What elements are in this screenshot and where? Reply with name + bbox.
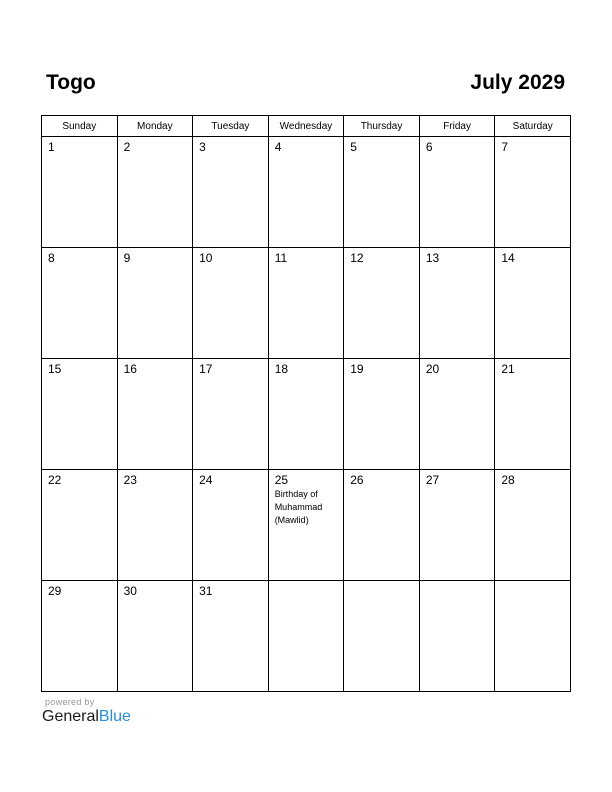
- day-cell: [117, 137, 193, 248]
- calendar-grid: [41, 115, 571, 692]
- day-cell: [419, 359, 495, 470]
- day-cell: [42, 581, 118, 692]
- country-title: Togo: [46, 71, 96, 94]
- day-number: [269, 581, 344, 585]
- day-number: 24: [199, 473, 213, 487]
- day-number: 12: [350, 251, 364, 265]
- day-cell: [268, 359, 344, 470]
- day-number: 14: [501, 251, 515, 265]
- day-cell: [268, 248, 344, 359]
- brand-logo: [42, 708, 131, 726]
- day-cell: [495, 137, 571, 248]
- powered-by-label: powered by: [45, 697, 95, 707]
- day-cell: [193, 470, 269, 581]
- day-cell: [193, 248, 269, 359]
- weekday-header: Saturday: [495, 116, 571, 137]
- weekday-header: Friday: [419, 116, 495, 137]
- day-number: 3: [199, 140, 206, 154]
- day-cell: [344, 359, 420, 470]
- day-number: 8: [48, 251, 55, 265]
- weekday-header: Thursday: [344, 116, 420, 137]
- day-number: 22: [48, 473, 62, 487]
- day-number: 20: [425, 362, 440, 376]
- day-number: 26: [350, 473, 364, 487]
- day-cell: [344, 470, 420, 581]
- day-cell: [495, 581, 571, 692]
- week-row: [42, 470, 571, 581]
- day-number: 5: [350, 140, 357, 154]
- day-cell: [117, 248, 193, 359]
- day-number: [420, 581, 495, 585]
- day-cell: [419, 470, 495, 581]
- day-cell: [193, 137, 269, 248]
- day-cell: [419, 248, 495, 359]
- day-number: [344, 581, 419, 585]
- day-number: 27: [425, 473, 440, 487]
- day-cell: [42, 137, 118, 248]
- day-cell: [344, 581, 420, 692]
- day-number: 18: [274, 362, 289, 376]
- weekday-header-row: [42, 116, 571, 137]
- day-cell: [117, 470, 193, 581]
- day-cell: [495, 359, 571, 470]
- week-row: [42, 248, 571, 359]
- weekday-header: Sunday: [42, 116, 118, 137]
- day-cell: [193, 359, 269, 470]
- day-cell: [117, 581, 193, 692]
- weekday-header: Monday: [117, 116, 193, 137]
- day-number: 9: [123, 251, 131, 265]
- day-cell: [193, 581, 269, 692]
- day-cell: [117, 359, 193, 470]
- day-number: 13: [425, 251, 440, 265]
- brand-general: General: [42, 708, 99, 725]
- day-number: 29: [48, 584, 62, 598]
- day-cell: [419, 137, 495, 248]
- day-number: 7: [501, 140, 509, 154]
- day-number: [495, 581, 570, 585]
- day-number: 23: [123, 473, 137, 487]
- day-number: 4: [274, 140, 282, 154]
- brand-blue: Blue: [98, 708, 131, 725]
- day-number: 1: [48, 140, 55, 154]
- day-cell: [495, 470, 571, 581]
- day-number: 31: [199, 584, 213, 598]
- day-number: 19: [350, 362, 364, 376]
- weekday-header: Tuesday: [193, 116, 269, 137]
- holiday-label: Birthday of Muhammad (Mawlid): [274, 489, 323, 525]
- day-number: 16: [123, 362, 137, 376]
- week-row: [42, 359, 571, 470]
- day-number: 11: [274, 251, 288, 265]
- day-number: 28: [501, 473, 515, 487]
- month-title: July 2029: [470, 71, 565, 94]
- day-cell: [42, 248, 118, 359]
- day-number: 17: [199, 362, 213, 376]
- week-row: [42, 581, 571, 692]
- day-number: 30: [123, 584, 137, 598]
- weekday-header: Wednesday: [268, 116, 344, 137]
- day-number: 21: [501, 362, 515, 376]
- day-cell: [268, 581, 344, 692]
- day-cell: [42, 470, 118, 581]
- day-number: 15: [48, 362, 62, 376]
- day-cell: [495, 248, 571, 359]
- day-number: 2: [123, 140, 131, 154]
- day-number: 6: [425, 140, 433, 154]
- day-cell: [268, 470, 344, 581]
- day-cell: [268, 137, 344, 248]
- day-number: 25: [274, 473, 289, 487]
- day-cell: [42, 359, 118, 470]
- day-cell: [419, 581, 495, 692]
- day-cell: [344, 137, 420, 248]
- day-cell: [344, 248, 420, 359]
- day-number: 10: [199, 251, 213, 265]
- week-row: [42, 137, 571, 248]
